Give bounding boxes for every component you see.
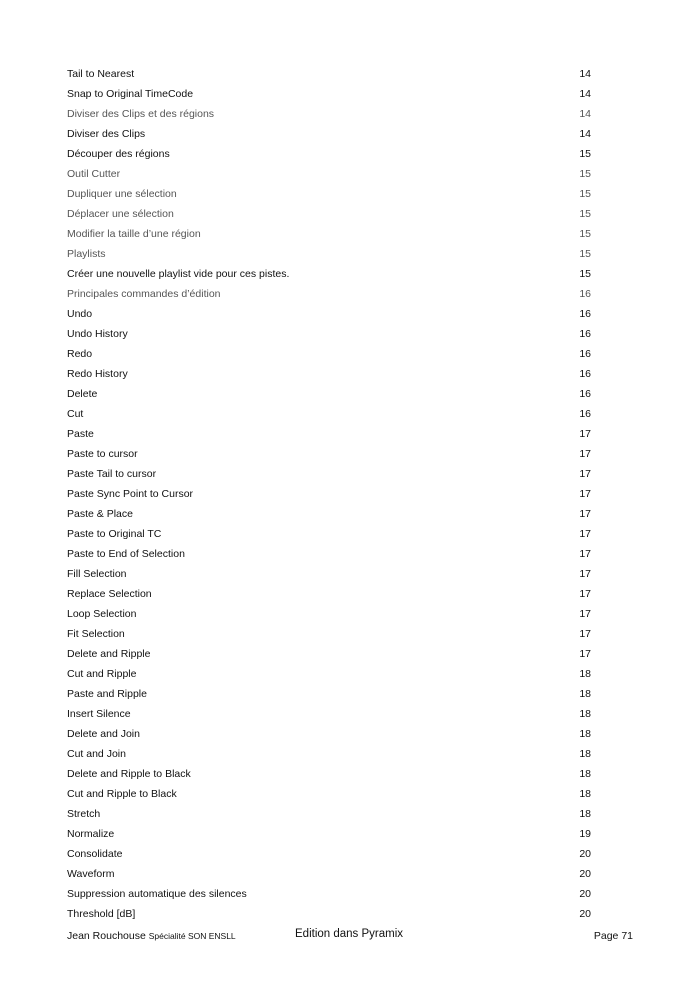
- toc-entry: [67, 424, 591, 444]
- toc-entry: [67, 344, 591, 364]
- toc-entry-title: Waveform: [67, 868, 115, 880]
- toc-entry-page: 17: [579, 588, 591, 600]
- toc-entry-title: Paste & Place: [67, 508, 133, 520]
- toc-entry-page: 18: [579, 708, 591, 720]
- toc-entry-title: Cut and Ripple to Black: [67, 788, 177, 800]
- toc-entry-title: Dupliquer une sélection: [67, 188, 177, 200]
- toc-entry: [67, 64, 591, 84]
- toc-entry-page: 18: [579, 788, 591, 800]
- toc-entry-page: 18: [579, 728, 591, 740]
- toc-entry-title: Consolidate: [67, 848, 123, 860]
- toc-entry: [67, 784, 591, 804]
- toc-entry-title: Tail to Nearest: [67, 68, 135, 80]
- toc-entry-page: 17: [579, 648, 591, 660]
- toc-entry-title: Insert Silence: [67, 708, 131, 720]
- toc-entry-page: 20: [579, 848, 591, 860]
- toc-entry-title: Stretch: [67, 808, 101, 820]
- toc-entry-page: 17: [579, 628, 591, 640]
- toc-entry-title: Suppression automatique des silences: [67, 888, 247, 900]
- toc-entry: [67, 764, 591, 784]
- toc-entry-page: 15: [579, 168, 591, 180]
- toc-entry-title: Fit Selection: [67, 628, 125, 640]
- toc-entry-title: Snap to Original TimeCode: [67, 88, 194, 100]
- toc-entry: [67, 584, 591, 604]
- toc-entry-page: 16: [579, 308, 591, 320]
- toc-entry: [67, 884, 591, 904]
- toc-entry-title: Threshold [dB]: [67, 908, 136, 920]
- toc-entry-title: Paste and Ripple: [67, 688, 147, 700]
- toc-entry-title: Delete and Join: [67, 728, 140, 740]
- toc-entry-page: 15: [579, 268, 591, 280]
- toc-entry-page: 19: [579, 828, 591, 840]
- toc-entry-page: 16: [579, 388, 591, 400]
- toc-entry-title: Fill Selection: [67, 568, 127, 580]
- toc-entry-title: Principales commandes d’édition: [67, 288, 221, 300]
- toc-entry-title: Delete and Ripple: [67, 648, 151, 660]
- toc-entry-page: 20: [579, 888, 591, 900]
- toc-entry-title: Diviser des Clips et des régions: [67, 108, 215, 120]
- toc-entry-page: 17: [579, 428, 591, 440]
- toc-entry-title: Découper des régions: [67, 148, 170, 160]
- toc-entry: [67, 504, 591, 524]
- toc-entry: [67, 364, 591, 384]
- toc-entry: [67, 644, 591, 664]
- toc-entry: [67, 604, 591, 624]
- toc-entry-page: 18: [579, 688, 591, 700]
- toc-entry-page: 17: [579, 488, 591, 500]
- footer-author: Jean Rouchouse: [67, 930, 146, 942]
- footer-document-title: Edition dans Pyramix: [295, 928, 404, 940]
- toc-entry: [67, 564, 591, 584]
- toc-entry: [67, 664, 591, 684]
- toc-entry: [67, 144, 591, 164]
- toc-entry: [67, 544, 591, 564]
- toc-entry-page: 15: [579, 188, 591, 200]
- toc-entry: [67, 124, 591, 144]
- toc-entry: [67, 824, 591, 844]
- toc-entry-title: Delete and Ripple to Black: [67, 768, 191, 780]
- toc-entry-title: Paste Sync Point to Cursor: [67, 488, 194, 500]
- toc-entry-title: Cut and Ripple: [67, 668, 137, 680]
- toc-entry: [67, 804, 591, 824]
- toc-entry: [67, 84, 591, 104]
- toc-entry-page: 17: [579, 528, 591, 540]
- toc-entry: [67, 384, 591, 404]
- toc-entry-page: 17: [579, 448, 591, 460]
- toc-entry: [67, 524, 591, 544]
- toc-entry-page: 18: [579, 768, 591, 780]
- toc-entry-page: 16: [579, 408, 591, 420]
- toc-entry: [67, 324, 591, 344]
- footer-author-block: [67, 930, 236, 942]
- toc-entry-page: 15: [579, 248, 591, 260]
- toc-entry-title: Modifier la taille d’une région: [67, 228, 201, 240]
- toc-entry-title: Créer une nouvelle playlist vide pour ces pistes.: [67, 268, 290, 280]
- toc-entry: [67, 284, 591, 304]
- toc-entry: [67, 464, 591, 484]
- toc-entry: [67, 204, 591, 224]
- page-footer: [67, 926, 633, 946]
- toc-entry-title: Paste to cursor: [67, 448, 138, 460]
- footer-page-number: Page 71: [593, 930, 633, 942]
- toc-entry: [67, 844, 591, 864]
- toc-entry-title: Outil Cutter: [67, 168, 121, 180]
- toc-entry-title: Déplacer une sélection: [67, 208, 174, 220]
- toc-entry: [67, 744, 591, 764]
- toc-entry-title: Paste: [67, 428, 94, 440]
- toc-entry-page: 16: [579, 288, 591, 300]
- toc-entry-page: 18: [579, 748, 591, 760]
- toc-entry: [67, 704, 591, 724]
- toc-entry-page: 17: [579, 608, 591, 620]
- toc-entry-page: 15: [579, 208, 591, 220]
- toc-entry-page: 16: [579, 328, 591, 340]
- toc-entry: [67, 184, 591, 204]
- toc-entry-page: 17: [579, 508, 591, 520]
- toc-entry-page: 18: [579, 808, 591, 820]
- toc-entry-page: 17: [579, 568, 591, 580]
- toc-entry: [67, 444, 591, 464]
- toc-entry: [67, 864, 591, 884]
- toc-entry-title: Replace Selection: [67, 588, 152, 600]
- toc-entry-title: Diviser des Clips: [67, 128, 146, 140]
- toc-entry-title: Loop Selection: [67, 608, 137, 620]
- toc-entry: [67, 684, 591, 704]
- toc-entry-title: Redo History: [67, 368, 128, 380]
- toc-entry-title: Playlists: [67, 248, 106, 260]
- toc-entry-page: 15: [579, 148, 591, 160]
- toc-entry: [67, 904, 591, 924]
- toc-entry-title: Cut and Join: [67, 748, 126, 760]
- toc-entry-title: Undo: [67, 308, 93, 320]
- toc-entry-title: Redo: [67, 348, 93, 360]
- toc-entry: [67, 244, 591, 264]
- toc-entry: [67, 104, 591, 124]
- toc-entry-title: Delete: [67, 388, 98, 400]
- toc-entry-page: 17: [579, 548, 591, 560]
- toc-entry-page: 17: [579, 468, 591, 480]
- toc-entry-title: Cut: [67, 408, 84, 420]
- toc-entry: [67, 484, 591, 504]
- toc-entry-title: Paste to Original TC: [67, 528, 162, 540]
- toc-entry-page: 14: [579, 88, 591, 100]
- toc-entry-title: Normalize: [67, 828, 115, 840]
- toc-entry-page: 16: [579, 368, 591, 380]
- toc-entry-page: 15: [579, 228, 591, 240]
- toc-entry: [67, 624, 591, 644]
- toc-entry-page: 14: [579, 128, 591, 140]
- table-of-contents: [67, 64, 591, 924]
- toc-entry: [67, 724, 591, 744]
- toc-entry-page: 14: [579, 108, 591, 120]
- toc-entry-page: 16: [579, 348, 591, 360]
- toc-entry-title: Undo History: [67, 328, 128, 340]
- toc-entry-page: 20: [579, 908, 591, 920]
- footer-affiliation: Spécialité SON ENSLL: [148, 931, 236, 941]
- toc-entry-title: Paste Tail to cursor: [67, 468, 157, 480]
- toc-entry: [67, 404, 591, 424]
- toc-entry: [67, 264, 591, 284]
- toc-entry: [67, 304, 591, 324]
- toc-entry: [67, 224, 591, 244]
- toc-entry-title: Paste to End of Selection: [67, 548, 185, 560]
- toc-entry-page: 18: [579, 668, 591, 680]
- toc-entry-page: 20: [579, 868, 591, 880]
- toc-entry-page: 14: [579, 68, 591, 80]
- toc-entry: [67, 164, 591, 184]
